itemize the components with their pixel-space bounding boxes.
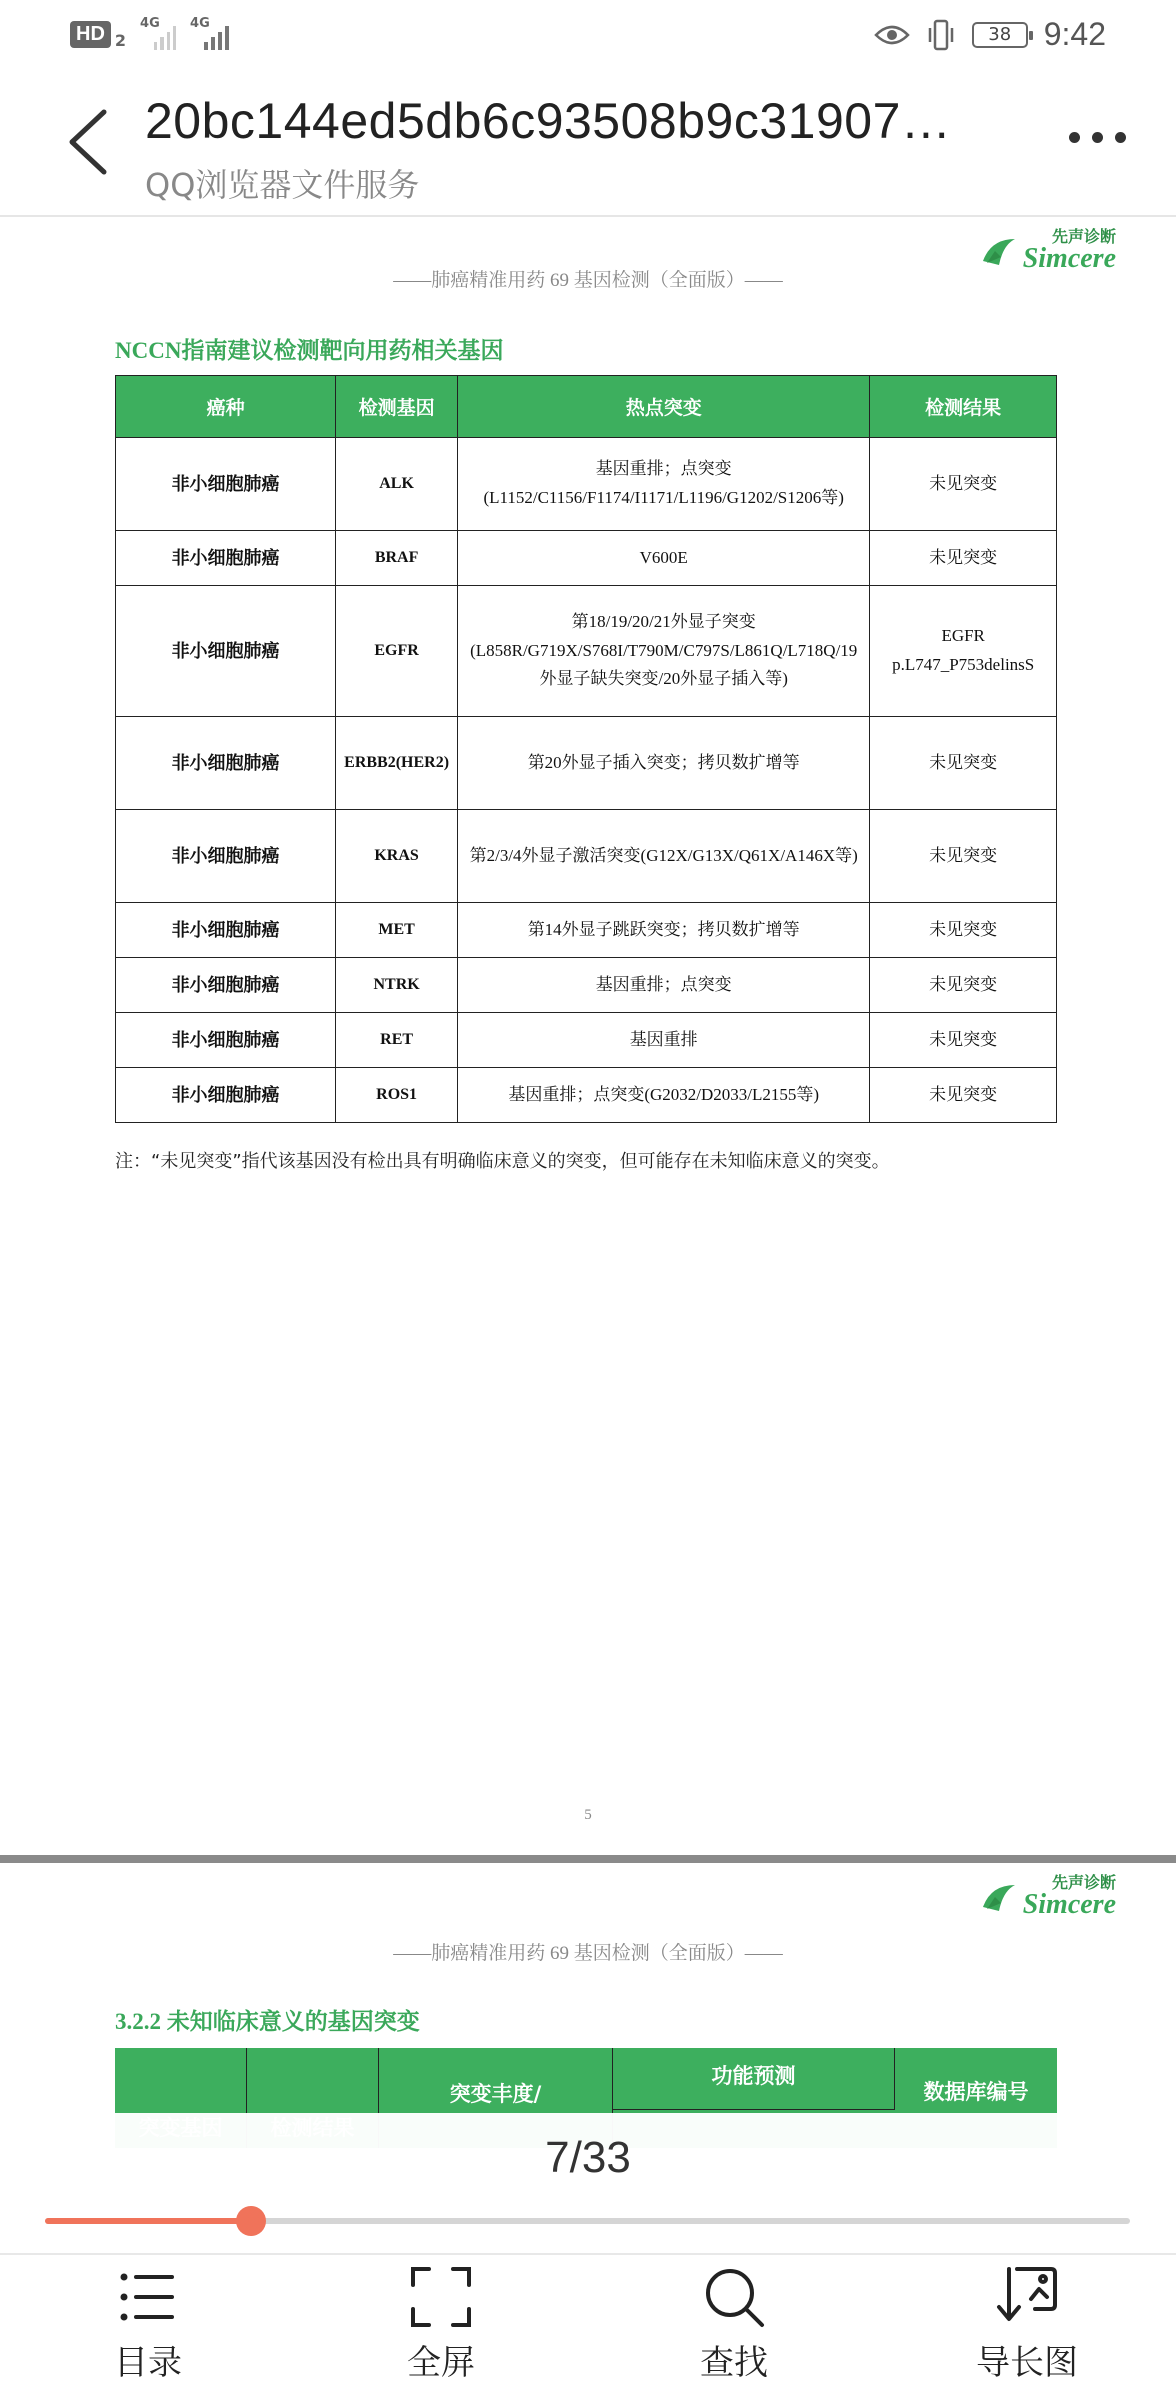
document-page-next[interactable] bbox=[0, 1863, 1176, 2113]
page-divider bbox=[0, 1855, 1176, 1863]
result-cell: 未见突变 bbox=[870, 1068, 1057, 1123]
logo-mark-icon bbox=[981, 1881, 1017, 1913]
logo-en: Simcere bbox=[1022, 1889, 1116, 1920]
section-title: NCCN指南建议检测靶向用药相关基因 bbox=[115, 338, 504, 363]
table-note: 注：“未见突变”指代该基因没有检出具有明确临床意义的突变，但可能存在未知临床意义的突变。 bbox=[115, 1151, 890, 1172]
slider-fill bbox=[45, 2218, 251, 2224]
gene-cell: RET bbox=[336, 1013, 458, 1068]
page-slider[interactable] bbox=[45, 2218, 1130, 2224]
toc-button[interactable] bbox=[73, 2265, 223, 2384]
table-row bbox=[116, 717, 1057, 810]
column-header: 功能预测 bbox=[613, 2048, 895, 2110]
hd-badge: HD bbox=[70, 21, 111, 48]
table-row bbox=[116, 531, 1057, 586]
more-icon bbox=[1115, 132, 1126, 143]
search-icon bbox=[702, 2265, 766, 2329]
hotspot-cell: 第20外显子插入突变；拷贝数扩增等 bbox=[458, 717, 870, 810]
hotspot-cell: 第18/19/20/21外显子突变(L858R/G719X/S768I/T790M/C797S/L861Q/L718Q/19外显子缺失突变/20外显子插入等) bbox=[458, 586, 870, 717]
gene-cell: NTRK bbox=[336, 958, 458, 1013]
running-header: ——肺癌精准用药 69 基因检测（全面版）—— bbox=[393, 270, 783, 291]
battery-icon: 38 bbox=[972, 22, 1028, 48]
network-label: 4G bbox=[190, 16, 210, 31]
gene-cell: ERBB2(HER2) bbox=[336, 717, 458, 810]
table-row bbox=[116, 586, 1057, 717]
page-title: 20bc144ed5db6c93508b9c31907… bbox=[145, 93, 952, 149]
result-cell: 未见突变 bbox=[870, 958, 1057, 1013]
fullscreen-button[interactable] bbox=[366, 2265, 516, 2384]
cancer-cell: 非小细胞肺癌 bbox=[116, 810, 336, 903]
document-page[interactable] bbox=[0, 217, 1176, 1852]
page-indicator: 7/33 bbox=[545, 2133, 631, 2182]
cancer-cell: 非小细胞肺癌 bbox=[116, 438, 336, 531]
column-header: 热点突变 bbox=[458, 376, 870, 438]
table-row bbox=[116, 903, 1057, 958]
cancer-cell: 非小细胞肺癌 bbox=[116, 903, 336, 958]
list-icon bbox=[116, 2265, 180, 2329]
page-number: 5 bbox=[584, 1807, 592, 1823]
result-cell: 未见突变 bbox=[870, 810, 1057, 903]
more-icon bbox=[1069, 132, 1080, 143]
export-long-image-button[interactable] bbox=[952, 2265, 1102, 2384]
toc-label: 目录 bbox=[114, 2343, 182, 2383]
gene-cell: ALK bbox=[336, 438, 458, 531]
table-row bbox=[116, 1068, 1057, 1123]
page-subtitle: QQ浏览器文件服务 bbox=[145, 166, 420, 204]
section-title: 3.2.2 未知临床意义的基因突变 bbox=[115, 2009, 420, 2034]
column-header: 数据库编号 bbox=[923, 2080, 1029, 2104]
reader-panel bbox=[0, 2113, 1176, 2400]
gene-table bbox=[115, 375, 1057, 1123]
gene-cell: ROS1 bbox=[336, 1068, 458, 1123]
hotspot-cell: 第2/3/4外显子激活突变(G12X/G13X/Q61X/A146X等) bbox=[458, 810, 870, 903]
vibrate-icon bbox=[926, 18, 956, 52]
app-bar bbox=[0, 72, 1176, 217]
clock: 9:42 bbox=[1043, 16, 1106, 52]
column-header: 检测结果 bbox=[870, 376, 1057, 438]
fullscreen-icon bbox=[409, 2265, 473, 2329]
reader-toolbar bbox=[0, 2255, 1176, 2400]
column-header: 检测基因 bbox=[336, 376, 458, 438]
search-button[interactable] bbox=[659, 2265, 809, 2384]
hotspot-cell: 第14外显子跳跃突变；拷贝数扩增等 bbox=[458, 903, 870, 958]
result-cell: 未见突变 bbox=[870, 717, 1057, 810]
table-row bbox=[116, 1013, 1057, 1068]
more-icon bbox=[1092, 132, 1103, 143]
cancer-cell: 非小细胞肺癌 bbox=[116, 958, 336, 1013]
hotspot-cell: 基因重排；点突变 bbox=[458, 958, 870, 1013]
status-bar bbox=[0, 0, 1176, 72]
logo-en: Simcere bbox=[1022, 243, 1116, 274]
running-header: ——肺癌精准用药 69 基因检测（全面版）—— bbox=[393, 1943, 783, 1964]
cancer-cell: 非小细胞肺癌 bbox=[116, 586, 336, 717]
export-image-icon bbox=[995, 2265, 1059, 2329]
gene-cell: KRAS bbox=[336, 810, 458, 903]
table-row bbox=[116, 958, 1057, 1013]
search-label: 查找 bbox=[700, 2343, 768, 2383]
eye-icon bbox=[874, 23, 910, 47]
fullscreen-label: 全屏 bbox=[407, 2343, 475, 2383]
table-header-row bbox=[116, 376, 1057, 438]
cancer-cell: 非小细胞肺癌 bbox=[116, 531, 336, 586]
logo-cn: 先声诊断 bbox=[1051, 1873, 1116, 1892]
signal-icon bbox=[140, 18, 176, 50]
cancer-cell: 非小细胞肺癌 bbox=[116, 1013, 336, 1068]
gene-cell: MET bbox=[336, 903, 458, 958]
network-label: 4G bbox=[140, 16, 160, 31]
result-cell: 未见突变 bbox=[870, 903, 1057, 958]
gene-cell: BRAF bbox=[336, 531, 458, 586]
result-cell: 未见突变 bbox=[870, 438, 1057, 531]
chevron-left-icon bbox=[60, 102, 120, 182]
column-header: 癌种 bbox=[116, 376, 336, 438]
hd-sub: 2 bbox=[114, 30, 127, 50]
table-row bbox=[116, 810, 1057, 903]
signal-icon bbox=[190, 18, 240, 50]
more-button[interactable] bbox=[1069, 132, 1126, 143]
hotspot-cell: 基因重排；点突变(G2032/D2033/L2155等) bbox=[458, 1068, 870, 1123]
logo-mark-icon bbox=[981, 235, 1017, 267]
hotspot-cell: 基因重排；点突变(L1152/C1156/F1174/I1171/L1196/G1202/S1206等) bbox=[458, 438, 870, 531]
result-cell: EGFR p.L747_P753delinsS bbox=[870, 586, 1057, 717]
cancer-cell: 非小细胞肺癌 bbox=[116, 1068, 336, 1123]
column-header: 突变丰度/ bbox=[379, 2048, 613, 2148]
cancer-cell: 非小细胞肺癌 bbox=[116, 717, 336, 810]
back-button[interactable] bbox=[60, 102, 120, 182]
hotspot-cell: 基因重排 bbox=[458, 1013, 870, 1068]
gene-cell: EGFR bbox=[336, 586, 458, 717]
slider-knob[interactable] bbox=[236, 2206, 266, 2236]
result-cell: 未见突变 bbox=[870, 531, 1057, 586]
table-row bbox=[116, 438, 1057, 531]
hotspot-cell: V600E bbox=[458, 531, 870, 586]
export-label: 导长图 bbox=[976, 2343, 1078, 2383]
simcere-logo bbox=[981, 1875, 1116, 1919]
logo-cn: 先声诊断 bbox=[1051, 227, 1116, 246]
result-cell: 未见突变 bbox=[870, 1013, 1057, 1068]
